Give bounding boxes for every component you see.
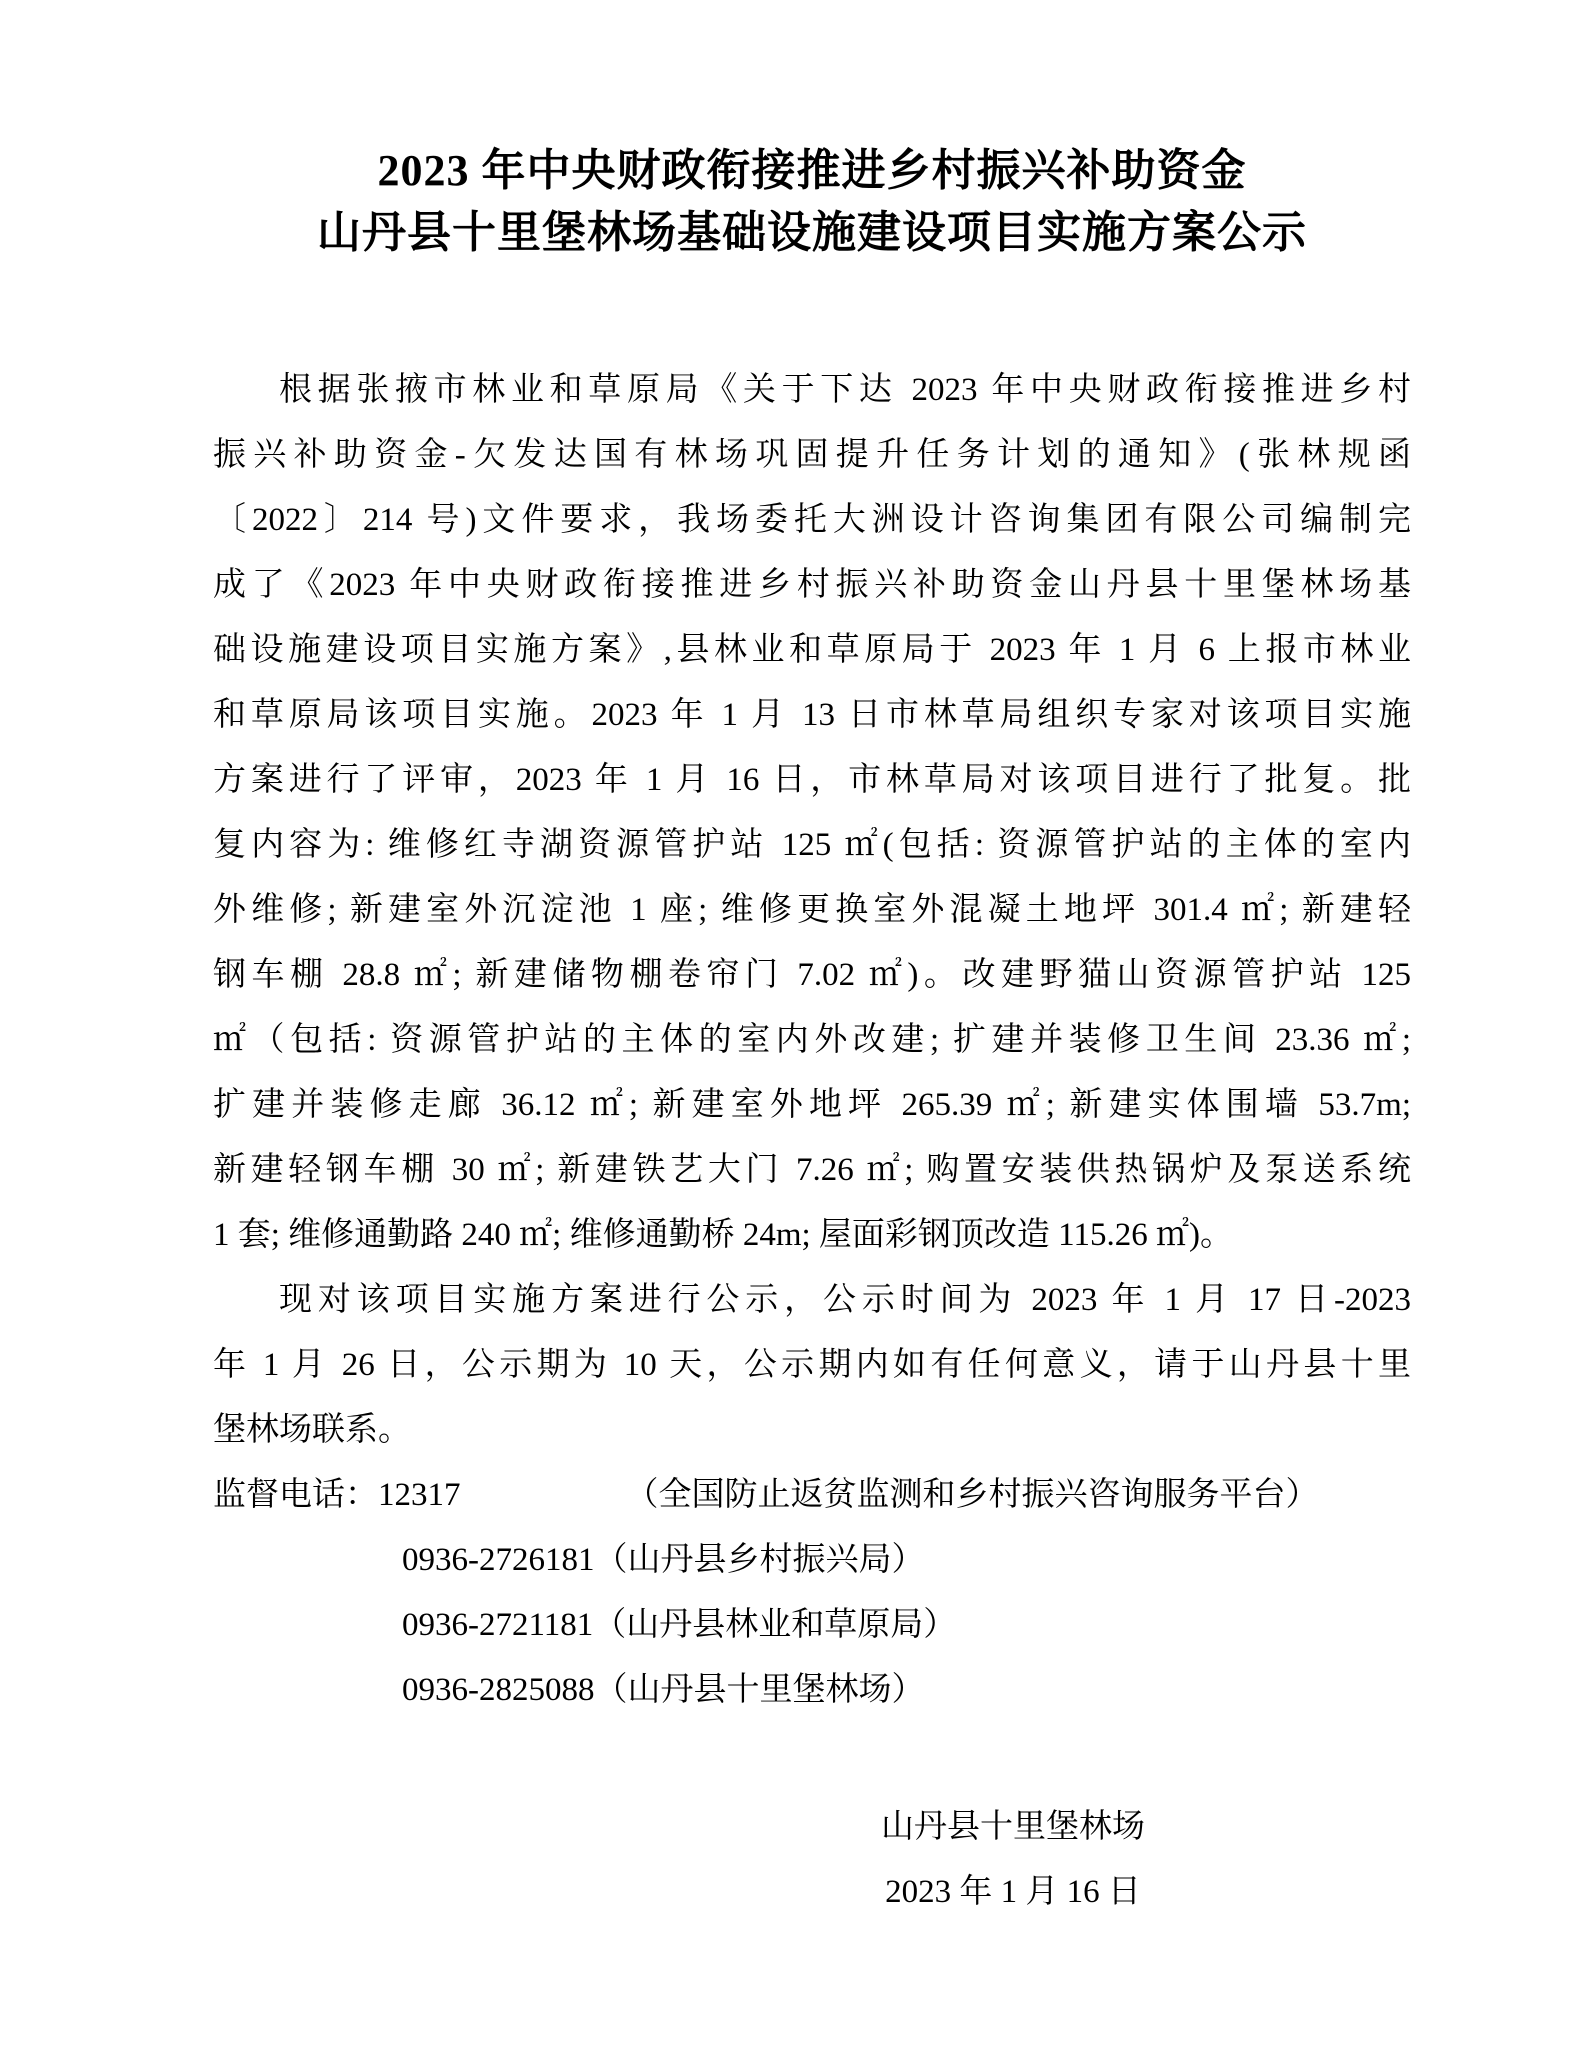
supervision-hotline-number: 12317 [378, 1477, 461, 1513]
signature-block [615, 1795, 1411, 1925]
phone-line [402, 1528, 1411, 1593]
phone-org: （山丹县十里堡林场） [594, 1672, 925, 1708]
body-text-line: 外维修; 新建室外沉淀池 1 座; 维修更换室外混凝土地坪 301.4 ㎡; 新建轻 [213, 892, 1411, 928]
body-text-line: 成了《2023 年中央财政衔接推进乡村振兴补助资金山丹县十里堡林场基 [213, 567, 1411, 603]
body-text-line: 堡林场联系。 [213, 1412, 411, 1448]
phone-number: 0936-2825088 [402, 1672, 595, 1708]
document-body [213, 358, 1411, 1925]
title-line-2: 山丹县十里堡林场基础设施建设项目实施方案公示 [317, 208, 1307, 257]
phone-list [213, 1528, 1411, 1723]
body-text-line: 钢车棚 28.8 ㎡; 新建储物棚卷帘门 7.02 ㎡)。改建野猫山资源管护站 125 [213, 957, 1411, 993]
body-text-line: 复内容为: 维修红寺湖资源管护站 125 ㎡(包括: 资源管护站的主体的室内 [213, 827, 1411, 863]
document-title [213, 140, 1411, 264]
body-text-line: 新建轻钢车棚 30 ㎡; 新建铁艺大门 7.26 ㎡; 购置安装供热锅炉及泵送系统 [213, 1152, 1411, 1188]
body-text-line: 1 套; 维修通勤路 240 ㎡; 维修通勤桥 24m; 屋面彩钢顶改造 115.26 ㎡)。 [213, 1217, 1233, 1253]
phone-line [402, 1593, 1411, 1658]
signature-org: 山丹县十里堡林场 [881, 1809, 1145, 1845]
supervision-hotline-note: （全国防止返贫监测和乡村振兴咨询服务平台） [625, 1477, 1319, 1513]
phone-number: 0936-2721181 [402, 1607, 594, 1643]
body-text-line: 〔2022〕214 号)文件要求，我场委托大洲设计咨询集团有限公司编制完 [213, 502, 1411, 538]
body-text-line: 振兴补助资金-欠发达国有林场巩固提升任务计划的通知》(张林规函 [213, 437, 1411, 473]
phone-org: （山丹县林业和草原局） [593, 1607, 957, 1643]
phone-org: （山丹县乡村振兴局） [594, 1542, 925, 1578]
body-text-line: 础设施建设项目实施方案》,县林业和草原局于 2023 年 1 月 6 上报市林业 [213, 632, 1411, 668]
body-text-line: 年 1 月 26 日，公示期为 10 天，公示期内如有任何意义，请于山丹县十里 [213, 1347, 1411, 1383]
title-line-1: 2023 年中央财政衔接推进乡村振兴补助资金 [377, 146, 1247, 195]
phone-line [402, 1658, 1411, 1723]
body-text-line: 根据张掖市林业和草原局《关于下达 2023 年中央财政衔接推进乡村 [279, 372, 1411, 408]
phone-number: 0936-2726181 [402, 1542, 595, 1578]
supervision-phone-line [213, 1463, 1411, 1528]
paragraph-public-notice [213, 1268, 1411, 1463]
body-text-line: 现对该项目实施方案进行公示，公示时间为 2023 年 1 月 17 日-2023 [279, 1282, 1411, 1318]
paragraph-approval [213, 358, 1411, 1268]
body-text-line: 扩建并装修走廊 36.12 ㎡; 新建室外地坪 265.39 ㎡; 新建实体围墙 53.7m; [213, 1087, 1411, 1123]
signature-date: 2023 年 1 月 16 日 [885, 1874, 1141, 1910]
body-text-line: 方案进行了评审，2023 年 1 月 16 日，市林草局对该项目进行了批复。批 [213, 762, 1411, 798]
body-text-line: ㎡（包括: 资源管护站的主体的室内外改建; 扩建并装修卫生间 23.36 ㎡; [213, 1022, 1411, 1058]
body-text-line: 和草原局该项目实施。2023 年 1 月 13 日市林草局组织专家对该项目实施 [213, 697, 1411, 733]
supervision-label: 监督电话： [213, 1477, 378, 1513]
